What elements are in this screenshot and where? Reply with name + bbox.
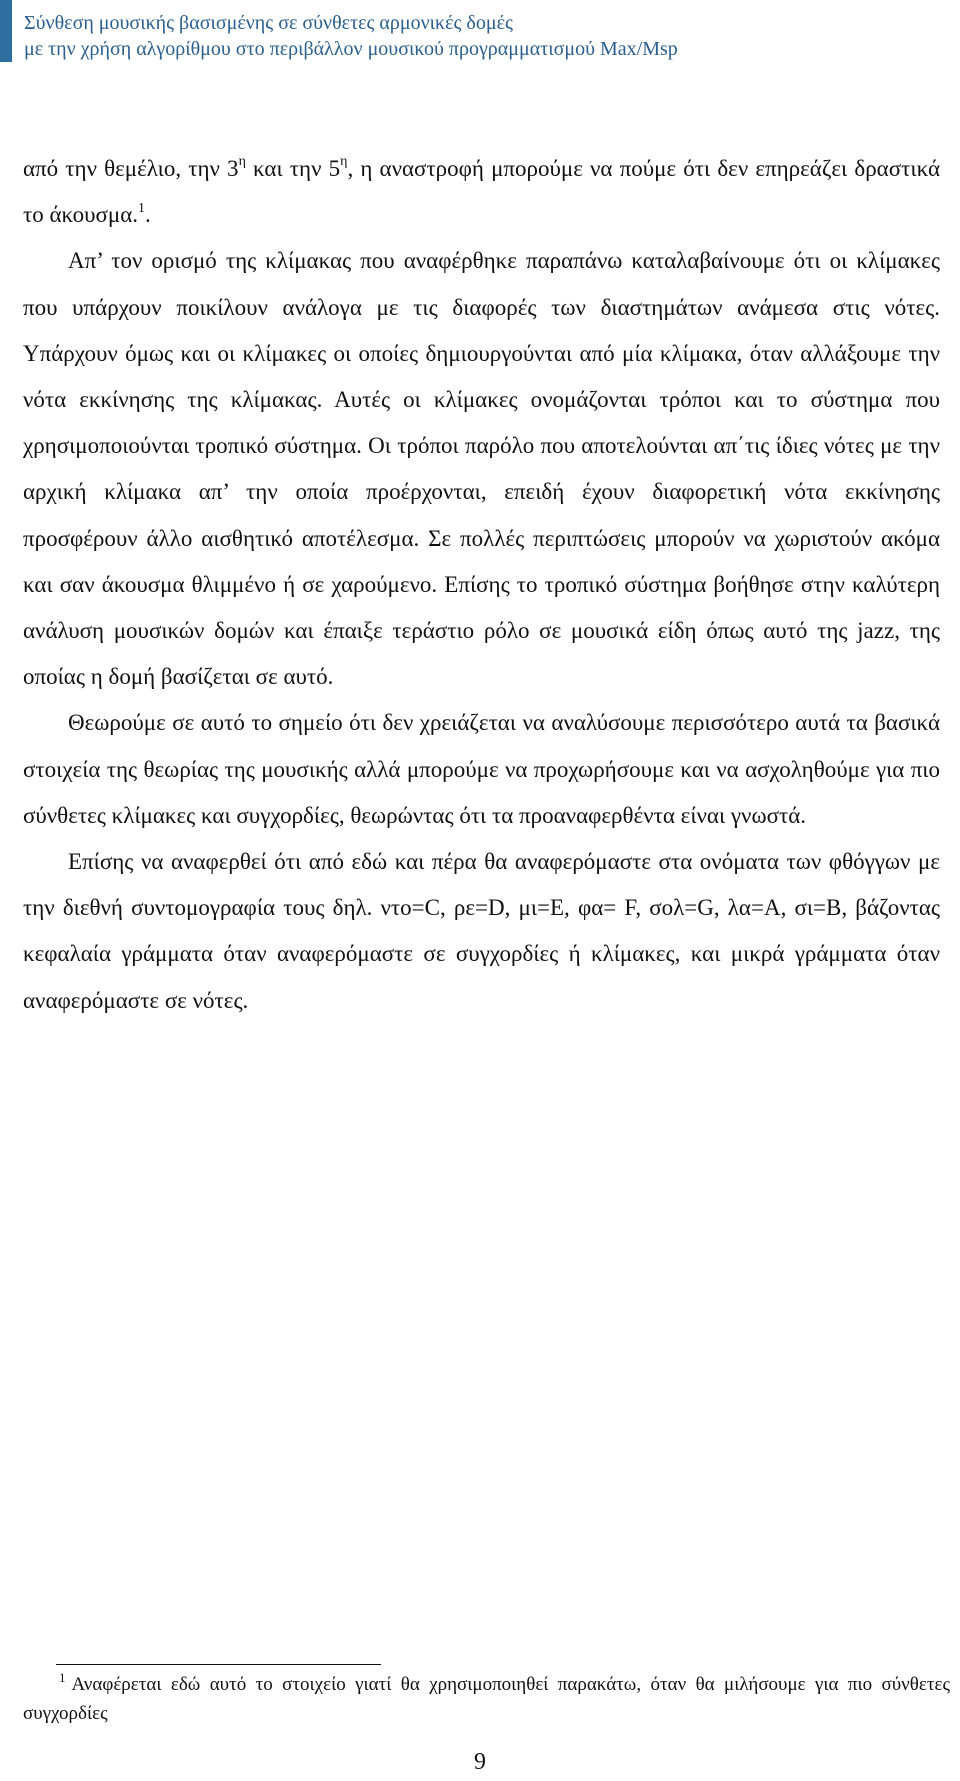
- footnote-text: Αναφέρεται εδώ αυτό το στοιχείο γιατί θα χρησιμοποιηθεί παρακάτω, όταν θα μιλήσουμε για πιο σύνθετες συγχορδίες: [23, 1674, 950, 1724]
- footnote-separator: [56, 1664, 381, 1665]
- p1-text-1: από την θεμέλιο, την 3: [23, 156, 239, 181]
- p1-superscript-2: η: [340, 154, 348, 170]
- header-accent-bar: [0, 0, 12, 62]
- paragraph-1: [23, 146, 940, 238]
- p1-superscript-1: η: [238, 154, 246, 170]
- header-title: [24, 0, 678, 66]
- footnote-reference[interactable]: 1: [138, 200, 146, 216]
- paragraph-4: Επίσης να αναφερθεί ότι από εδώ και πέρα θα αναφερόμαστε στα ονόματα των φθόγγων με την διεθνή συντομογραφία τους δηλ. ντο=C, ρε=D, μι=E, φα= F, σολ=G, λα=A, σι=B, βάζοντας κεφαλαία γράμματα όταν αναφερόμαστε σε συγχορδίες ή κλίμακες, και μικρά γράμματα όταν αναφερόμαστε σε νότες.: [23, 849, 940, 1013]
- footnote-number: 1: [59, 1670, 66, 1685]
- footnote: [23, 1671, 950, 1728]
- paragraph-3: Θεωρούμε σε αυτό το σημείο ότι δεν χρειάζεται να αναλύσουμε περισσότερο αυτά τα βασικά στοιχεία της θεωρίας της μουσικής αλλά μπορούμε να προχωρήσουμε και να ασχοληθούμε για πιο σύνθετες κλίμακες και συγχορδίες, θεωρώντας ότι τα προαναφερθέντα είναι γνωστά.: [23, 710, 940, 828]
- paragraph-2: Απ’ τον ορισμό της κλίμακας που αναφέρθηκε παραπάνω καταλαβαίνουμε ότι οι κλίμακες που υπάρχουν ποικίλουν ανάλογα με τις διαφορές των διαστημάτων ανάμεσα στις νότες. Υπάρχουν όμως και οι κλίμακες οι οποίες δημιουργούνται από μία κλίμακα, όταν αλλάξουμε την νότα εκκίνησης της κλίμακας. Αυτές οι κλίμακες ονομάζονται τρόποι και το σύστημα που χρησιμοποιούνται τροπικό σύστημα. Οι τρόποι παρόλο που αποτελούνται απ΄τις ίδιες νότες με την αρχική κλίμακα απ’ την οποία προέρχονται, επειδή έχουν διαφορετική νότα εκκίνησης προσφέρουν άλλο αισθητικό αποτέλεσμα. Σε πολλές περιπτώσεις μπορούν να χωριστούν ακόμα και σαν άκουσμα θλιμμένο ή σε χαρούμενο. Επίσης το τροπικό σύστημα βοήθησε στην καλύτερη ανάλυση μουσικών δομών και έπαιξε τεράστιο ρόλο σε μουσικά είδη όπως αυτό της jazz, της οποίας η δομή βασίζεται σε αυτό.: [23, 248, 940, 690]
- running-header: [0, 0, 960, 66]
- p1-text-3: , η αναστροφή μπορούμε να πούμε ότι δεν επηρεάζει δραστικά το άκουσμα.: [23, 156, 941, 228]
- header-line-1: Σύνθεση μουσικής βασισμένης σε σύνθετες αρμονικές δομές: [24, 12, 513, 34]
- p1-text-2: και την 5: [245, 156, 341, 181]
- body-text: [23, 146, 940, 1024]
- header-line-2: με την χρήση αλγορίθμου στο περιβάλλον μουσικού προγραμματισμού Max/Msp: [24, 38, 678, 60]
- page-number: 9: [474, 1749, 486, 1775]
- p1-text-4: .: [145, 202, 151, 228]
